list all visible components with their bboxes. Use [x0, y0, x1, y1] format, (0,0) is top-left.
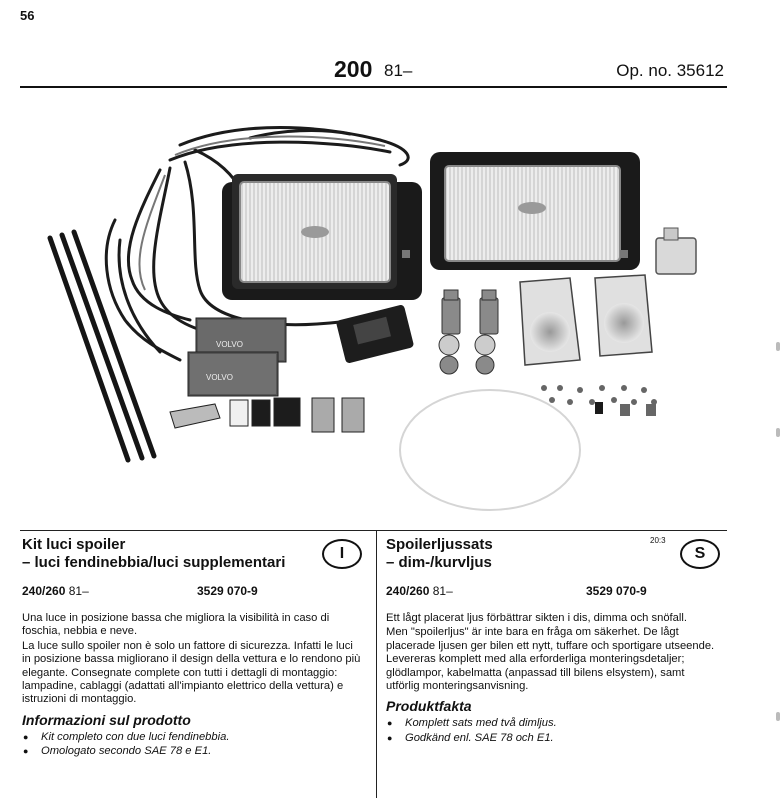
fog-lamp-left	[222, 174, 422, 300]
swedish-column	[386, 536, 721, 745]
fact-item: ● Omologato secondo SAE 78 e E1.	[22, 744, 362, 759]
page-number: 56	[20, 8, 35, 23]
para1-it: Una luce in posizione bassa che migliora la visibilità in caso di foschia, nebbia e neve.	[22, 612, 330, 638]
body-it	[22, 612, 362, 707]
volvo-box-label-2: VOLVO	[206, 373, 233, 382]
fact-item: ● Kit completo con due luci fendinebbia.	[22, 730, 362, 745]
product-photo	[20, 90, 727, 530]
header-year: 81–	[384, 61, 413, 80]
header-rule	[20, 86, 727, 88]
section-heading-it: Informazioni sul prodotto	[22, 711, 191, 728]
header-model: 200	[334, 56, 373, 82]
title-sv-line1: Spoilerljussats	[386, 536, 493, 553]
spec-model-it: 240/260	[22, 584, 66, 598]
scan-edge-mark	[776, 342, 780, 351]
scan-edge-mark	[776, 428, 780, 437]
section-heading-sv: Produktfakta	[386, 698, 472, 715]
body-sv	[386, 612, 721, 693]
header-op-number: Op. no. 35612	[616, 61, 724, 80]
column-divider	[376, 531, 377, 798]
facts-list-it	[22, 730, 362, 759]
fact-item: ● Godkänd enl. SAE 78 och E1.	[386, 731, 721, 746]
title-sv-line2: – dim-/kurvljus	[386, 554, 492, 571]
spec-year-it: 81–	[68, 584, 89, 598]
part-number-it: 3529 070-9	[197, 584, 258, 598]
title-it-line2: – luci fendinebbia/luci supplementari	[22, 554, 286, 571]
italian-column	[22, 536, 362, 759]
language-badge-sv: S	[680, 539, 720, 569]
facts-list-sv	[386, 716, 721, 745]
scan-edge-mark	[776, 712, 780, 721]
section-rule	[20, 530, 727, 531]
para2-it: La luce sullo spoiler non è solo un fattore di sicurezza. Infatti le luci in posizione bassa migliorano il design della vettura e lo rendono più elegante. Consegnate complete con tutti i dettagli di montaggio: lampadine, cablaggi (adattati all'impianto elettrico della vettura) e istruzioni di montaggio.	[22, 639, 361, 706]
title-it-line1: Kit luci spoiler	[22, 536, 126, 553]
language-badge-it: I	[322, 539, 362, 569]
volvo-box-label-1: VOLVO	[216, 340, 243, 349]
para2-sv: Men "spoilerljus" är inte bara en fråga om säkerhet. De lågt placerade ljusen ger bilen ett nytt, tuffare och sportigare utseende. Levereras komplett med alla erforderliga monteringsdetaljer; glödlampor, kabelmatta (anpassad till bilens elsystem), samt utförlig monteringsanvisning.	[386, 626, 715, 693]
fact-item: ● Komplett sats med två dimljus.	[386, 716, 721, 731]
spec-line-sv	[386, 584, 721, 600]
volvo-boxes	[188, 318, 286, 396]
fog-lamp-right	[430, 152, 640, 270]
spec-year-sv: 81–	[432, 584, 453, 598]
spec-model-sv: 240/260	[386, 584, 430, 598]
para1-sv: Ett lågt placerat ljus förbättrar sikten i dis, dimma och snöfall.	[386, 612, 687, 624]
page-code: 20:3	[650, 536, 666, 545]
spec-line-it	[22, 584, 362, 600]
part-number-sv: 3529 070-9	[586, 584, 647, 598]
